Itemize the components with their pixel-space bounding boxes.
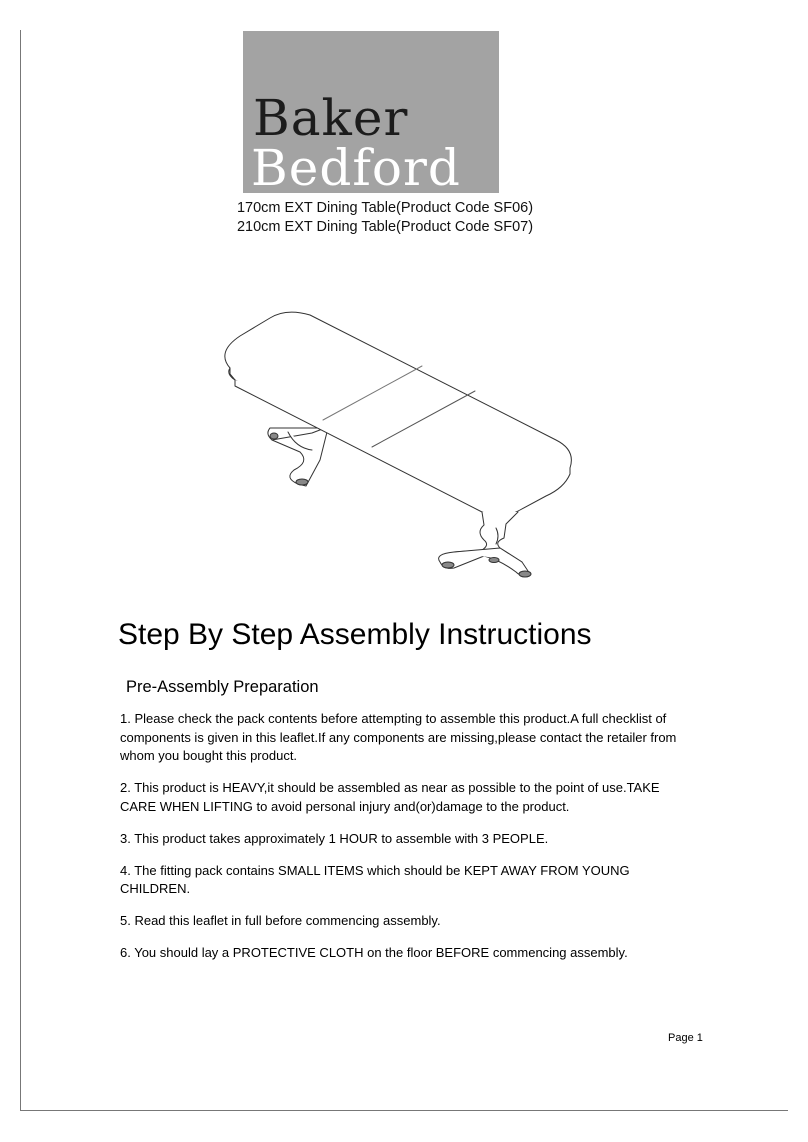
product-line-sf07: 210cm EXT Dining Table(Product Code SF07) <box>236 219 534 235</box>
brand-logo-line1: Baker <box>253 89 409 147</box>
page-title: Step By Step Assembly Instructions <box>118 618 592 651</box>
extending-dining-table-icon <box>200 300 590 590</box>
instruction-item: 2. This product is HEAVY,it should be assembled as near as possible to the point of use.TAKE CARE WHEN LIFTING to avoid personal injury and(or)damage to the product. <box>120 780 660 814</box>
product-codes <box>0 199 770 237</box>
instruction-item: 5. Read this leaflet in full before commencing assembly. <box>120 913 441 928</box>
front-pedestal <box>439 512 531 577</box>
brand-logo <box>243 31 499 193</box>
rear-pedestal <box>268 428 328 486</box>
table-top <box>225 312 572 515</box>
instruction-item: 6. You should lay a PROTECTIVE CLOTH on the floor BEFORE commencing assembly. <box>120 945 628 960</box>
page-number: Page 1 <box>668 1032 703 1044</box>
section-title: Pre-Assembly Preparation <box>126 678 319 696</box>
product-line-sf06: 170cm EXT Dining Table(Product Code SF06) <box>236 200 534 216</box>
instruction-item: 3. This product takes approximately 1 HOUR to assemble with 3 PEOPLE. <box>120 830 549 846</box>
instruction-item: 4. The fitting pack contains SMALL ITEMS which should be KEPT AWAY FROM YOUNG CHILDREN. <box>120 862 630 896</box>
page-border-bottom <box>20 1110 788 1111</box>
page-border-left <box>20 30 21 1110</box>
instruction-list <box>120 710 680 976</box>
instruction-item: 1. Please check the pack contents before attempting to assemble this product.A full checklist of components is given in this leaflet.If any components are missing,please contact the retailer from whom you bought this product. <box>120 711 677 763</box>
brand-logo-line2: Bedford <box>251 139 461 193</box>
